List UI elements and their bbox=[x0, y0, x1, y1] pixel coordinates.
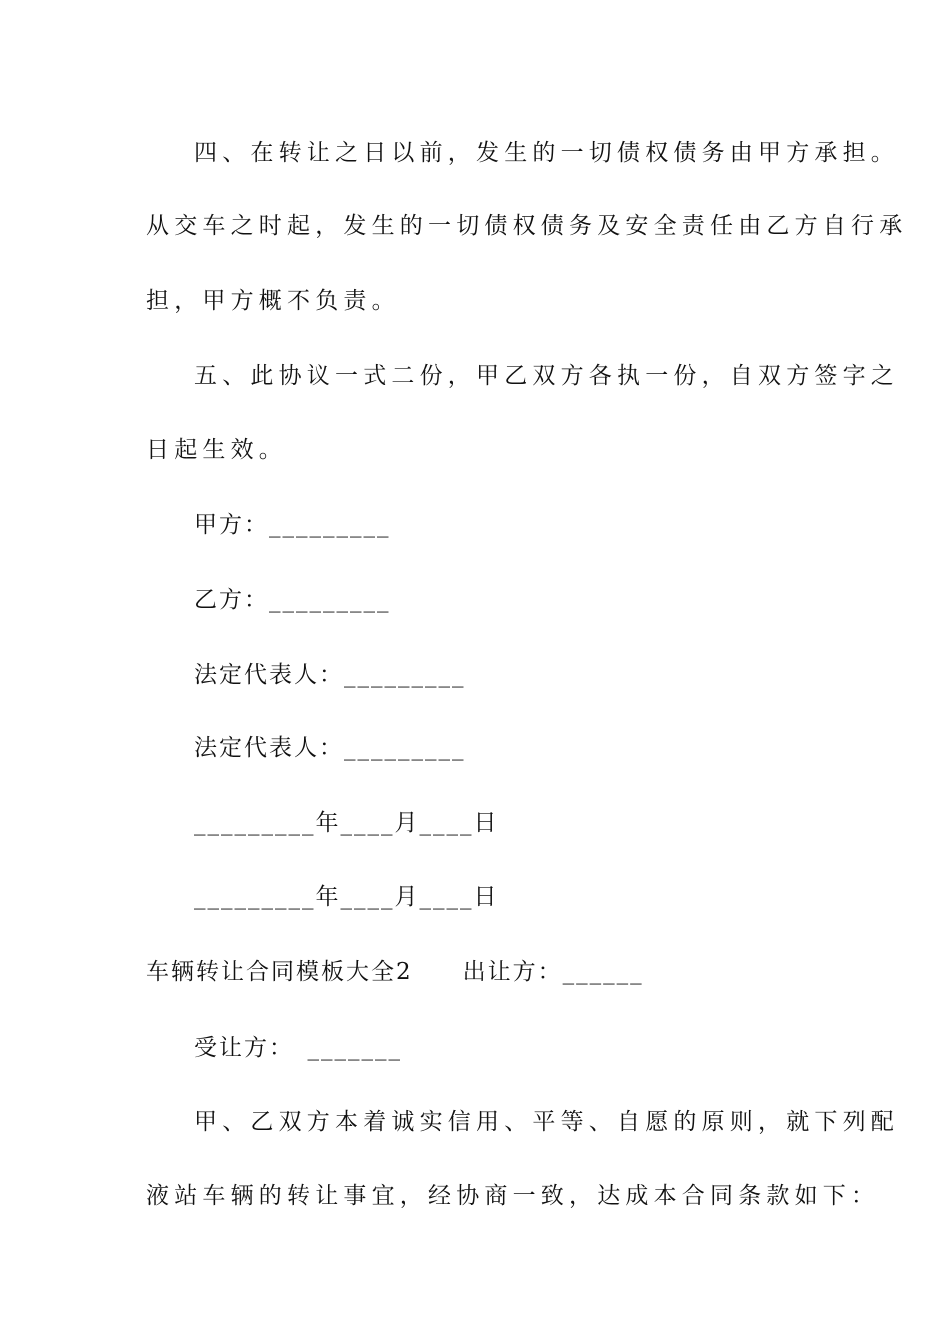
signing-date-a: _________年____月____日 bbox=[194, 810, 499, 836]
legal-rep-a-signature: 法定代表人：_________ bbox=[194, 662, 466, 688]
clause-five-line-1: 五、此协议一式二份，甲乙双方各执一份，自双方签字之 bbox=[194, 363, 899, 389]
party-b-signature: 乙方：_________ bbox=[194, 587, 391, 613]
legal-rep-b-signature: 法定代表人：_________ bbox=[194, 735, 466, 761]
clause-four-line-3: 担，甲方概不负责。 bbox=[146, 288, 400, 314]
signing-date-b: _________年____月____日 bbox=[194, 884, 499, 910]
clause-five-line-2: 日起生效。 bbox=[146, 437, 287, 463]
clause-four-line-1: 四、在转让之日以前，发生的一切债权债务由甲方承担。 bbox=[194, 140, 899, 166]
preamble-line-1: 甲、乙双方本着诚实信用、平等、自愿的原则，就下列配 bbox=[194, 1109, 899, 1135]
assignee-line: 受让方： _______ bbox=[194, 1035, 402, 1061]
party-a-signature: 甲方：_________ bbox=[194, 512, 391, 538]
preamble-line-2: 液站车辆的转让事宜，经协商一致，达成本合同条款如下： bbox=[146, 1183, 880, 1209]
clause-four-line-2: 从交车之时起，发生的一切债权债务及安全责任由乙方自行承 bbox=[146, 213, 908, 239]
template-heading-and-assignor: 车辆转让合同模板大全2 出让方：______ bbox=[146, 959, 644, 985]
